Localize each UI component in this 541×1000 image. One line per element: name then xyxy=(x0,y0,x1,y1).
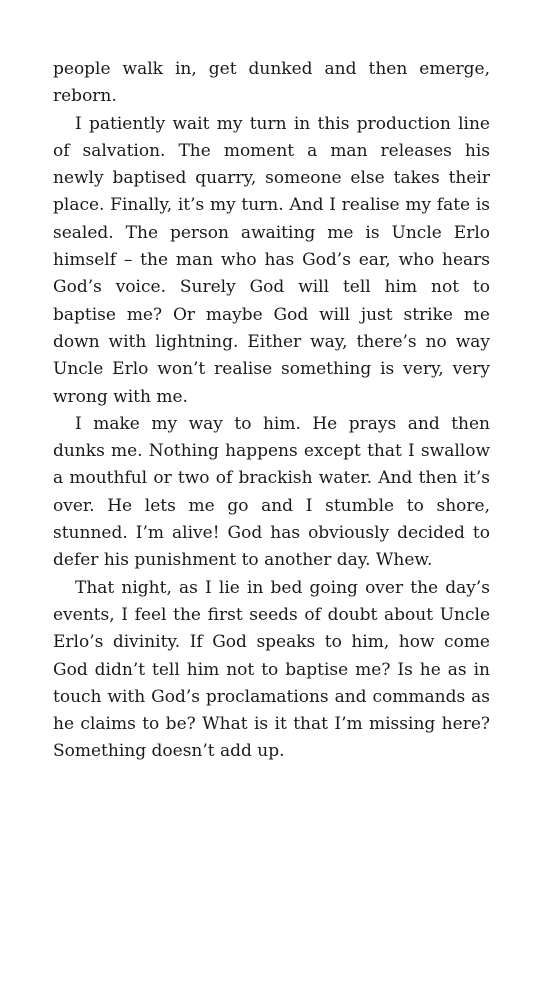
paragraph-dunked: I make my way to him. He prays and then dunks me. Nothing happens except that I swallow a mouthful or two of brackish water. And then it’s over. He lets me go and I stumble to shore, stunned. I’m alive! God has obviously decided to defer his punishment to another day. Whew. xyxy=(53,413,490,571)
paragraph-doubt: That night, as I lie in bed going over the day’s events, I feel the first seeds of doubt about Uncle Erlo’s divinity. If God speaks to him, how come God didn’t tell him not to baptise me? Is he as in touch with God’s proclamations and commands as he claims to be? What is it that I’m missing here? Something doesn’t add up. xyxy=(53,577,490,762)
body-text xyxy=(53,56,490,766)
paragraph-baptism-line: I patiently wait my turn in this production line of salvation. The moment a man releases his newly baptised quarry, someone else takes their place. Finally, it’s my turn. And I realise my fate is sealed. The person awaiting me is Uncle Erlo himself – the man who has God’s ear, who hears God’s voice. Surely God will tell him not to baptise me? Or maybe God will just strike me down with lightning. Either way, there’s no way Uncle Erlo won’t realise something is very, very wrong with me. xyxy=(53,113,490,407)
paragraph-continued: people walk in, get dunked and then emerge, reborn. xyxy=(53,59,490,107)
